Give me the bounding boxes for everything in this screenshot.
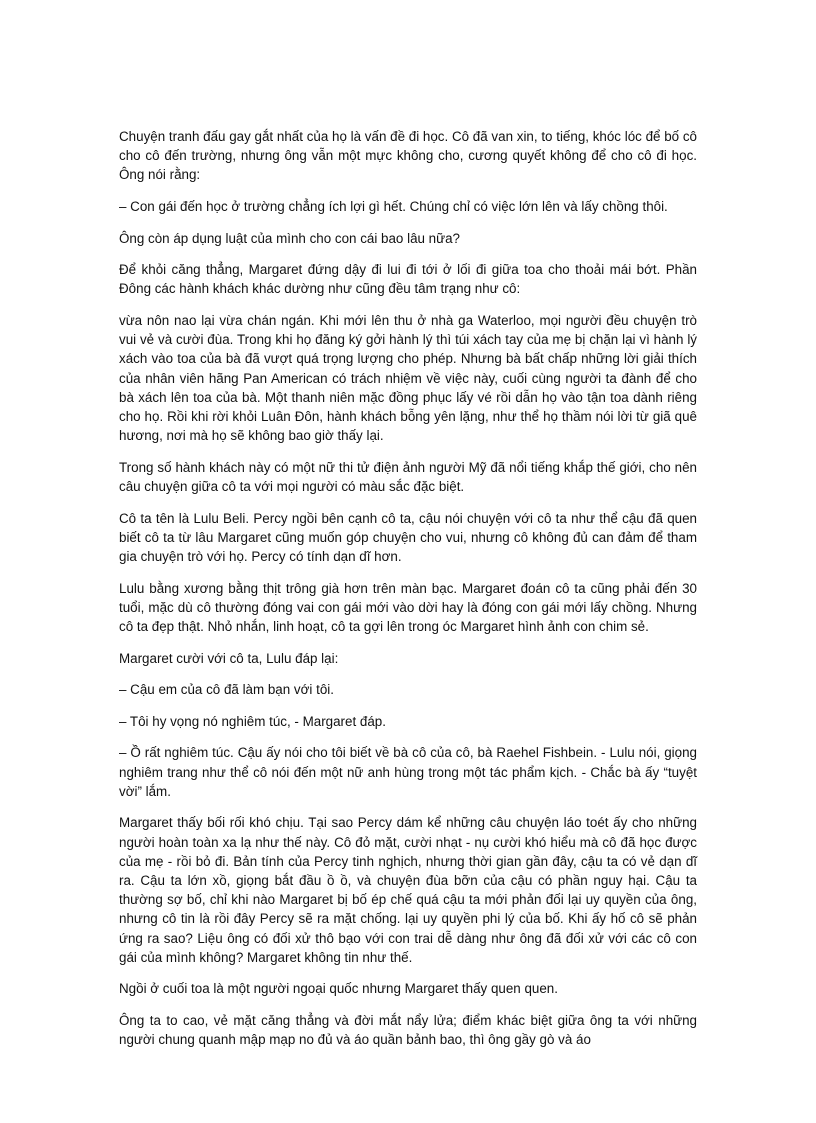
paragraph-11: – Tôi hy vọng nó nghiêm túc, - Margaret đáp. xyxy=(119,713,386,729)
paragraph-5: vừa nôn nao lại vừa chán ngán. Khi mới lên thu ở nhà ga Waterloo, mọi người đều chuyện trò vui vẻ và cười đùa. Trong khi họ đăng ký gởi hành lý thì túi xách tay của mẹ bị chặn lại vì hành lý xách vào toa của bà đã vượt quá trọng lượng cho phép. Nhưng bà bất chấp những lời giải thích của nhân viên hãng Pan American có trách nhiệm về việc này, cuối cùng người ta đành để cho bà xách lên toa của bà. Một thanh niên mặc đồng phục lấy vé rồi dẫn họ vào tận toa dành riêng cho họ. Rồi khi rời khỏi Luân Đôn, hành khách bỗng yên lặng, như thể họ thầm nói lời từ giã quê hương, nơi mà họ sẽ không bao giờ thấy lại. xyxy=(119,312,697,444)
paragraph-3: Ông còn áp dụng luật của mình cho con cái bao lâu nữa? xyxy=(119,230,460,246)
paragraph-4: Để khỏi căng thẳng, Margaret đứng dậy đi lui đi tới ở lối đi giữa toa cho thoải mái bớt. Phần Đông các hành khách khác dường như cũng đều tâm trạng như cô: xyxy=(119,262,697,297)
paragraph-13: Margaret thấy bối rối khó chịu. Tại sao Percy dám kể những câu chuyện láo toét ấy cho những người hoàn toàn xa lạ như thế này. Cô đỏ mặt, cười nhạt - nụ cười khó hiểu mà cô đã học được của mẹ - rồi bỏ đi. Bản tính của Percy tinh nghịch, nhưng thời gian gần đây, cậu ta có vẻ dạn dĩ ra. Cậu ta lớn xồ, giọng bắt đầu ồ ồ, và chuyện đùa bỡn của cậu có phần nguy hại. Cậu ta thường sợ bố, chỉ khi nào Margaret bị bố ép chế quá cậu ta mới phản đối lại uy quyền của ông, nhưng cô tin là rồi đây Percy sẽ ra mặt chống. lại uy quyền phi lý của bố. Khi ấy hố cô sẽ phản ứng ra sao? Liệu ông có đối xử thô bạo với con trai dễ dàng như ông đã đối xử với các cô con gái của mình không? Margaret không tin như thế. xyxy=(119,815,697,965)
paragraph-14: Ngồi ở cuối toa là một người ngoại quốc nhưng Margaret thấy quen quen. xyxy=(119,981,558,997)
paragraph-8: Lulu bằng xương bằng thịt trông già hơn trên màn bạc. Margaret đoán cô ta cũng phải đến 30 tuổi, mặc dù cô thường đóng vai con gái mới vào dời hay là đóng con gái mới lấy chồng. Nhưng cô ta đẹp thật. Nhỏ nhắn, linh hoạt, cô ta gợi lên trong óc Margaret hình ảnh con chim sẻ. xyxy=(119,580,697,634)
paragraph-6: Trong số hành khách này có một nữ thi tử điện ảnh người Mỹ đã nổi tiếng khắp thế giới, cho nên câu chuyện giữa cô ta với mọi người có màu sắc đặc biệt. xyxy=(119,459,697,494)
paragraph-1: Chuyện tranh đấu gay gắt nhất của họ là vấn đề đi học. Cô đã van xin, to tiếng, khóc lóc để bố cô cho cô đến trường, nhưng ông vẫn một mực không cho, cương quyết không để cho cô đi học. Ông nói rằng: xyxy=(119,129,697,183)
paragraph-15: Ông ta to cao, vẻ mặt căng thẳng và đời mắt nẩy lửa; điểm khác biệt giữa ông ta với những người chung quanh mập mạp no đủ và áo quần bảnh bao, thì ông gầy gò và áo xyxy=(119,1012,697,1048)
paragraph-7: Cô ta tên là Lulu Beli. Percy ngồi bên cạnh cô ta, cậu nói chuyện với cô ta như thể cậu đã quen biết cô ta từ lâu Margaret cũng muốn góp chuyện cho vui, nhưng cô không đủ can đảm để tham gia chuyện trò với họ. Percy có tính dạn dĩ hơn. xyxy=(119,510,697,564)
document-page xyxy=(119,127,697,1062)
paragraph-9: Margaret cười với cô ta, Lulu đáp lại: xyxy=(119,650,339,666)
paragraph-2: – Con gái đến học ở trường chẳng ích lợi gì hết. Chúng chỉ có việc lớn lên và lấy chồng thôi. xyxy=(119,199,668,214)
paragraph-12: – Ồ rất nghiêm túc. Cậu ấy nói cho tôi biết về bà cô của cô, bà Raehel Fishbein. - Lulu nói, giọng nghiêm trang như thể cô nói đến một nữ anh hùng trong một tác phẩm kịch. - Chắc bà ấy “tuyệt vời” lắm. xyxy=(119,745,697,799)
paragraph-10: – Cậu em của cô đã làm bạn với tôi. xyxy=(119,682,334,698)
